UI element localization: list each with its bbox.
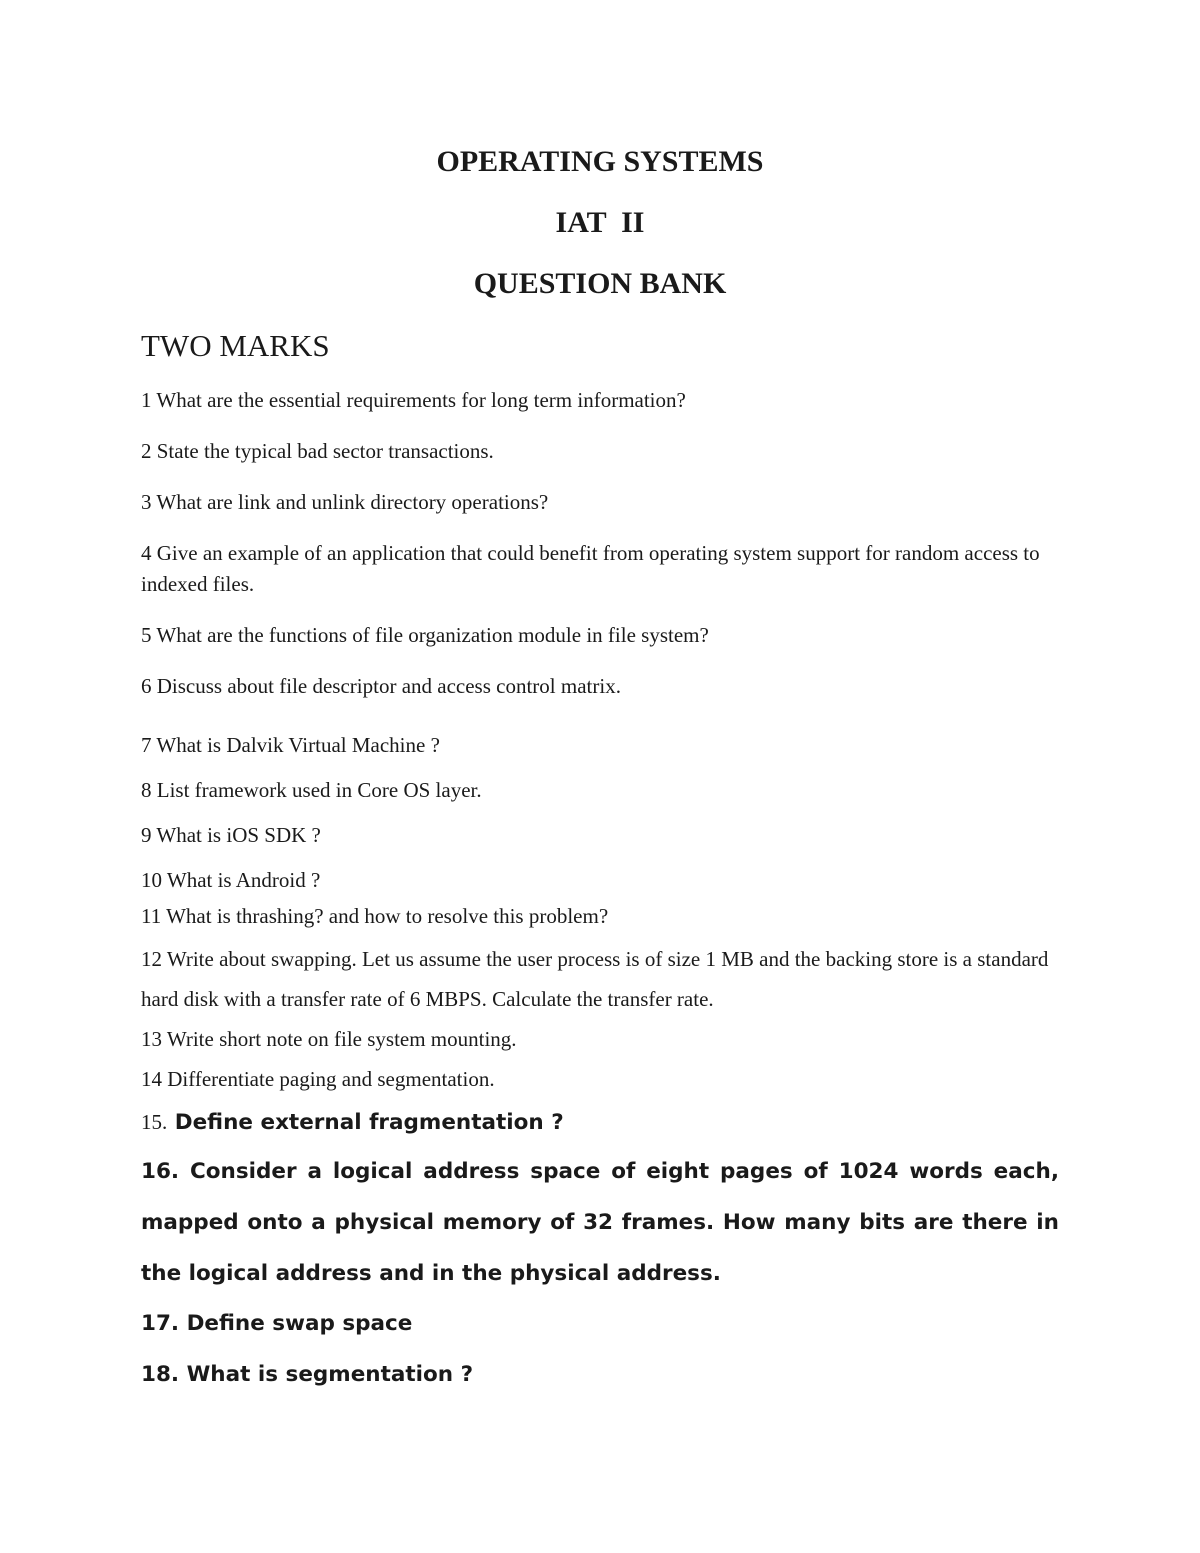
- question-item: 6 Discuss about file descriptor and access control matrix.: [141, 674, 621, 698]
- section-heading: TWO MARKS: [141, 328, 330, 363]
- question-item: [141, 1097, 1059, 1148]
- question-item: 12 Write about swapping. Let us assume the user process is of size 1 MB and the backing store is a standard hard disk with a transfer rate of 6 MBPS. Calculate the transfer rate.: [141, 947, 1049, 1011]
- page-title: OPERATING SYSTEMS: [436, 145, 764, 178]
- question-item: 17. Define swap space: [141, 1311, 413, 1336]
- question-item: 10 What is Android ?: [141, 868, 321, 892]
- document-type-heading: QUESTION BANK: [473, 267, 727, 300]
- question-item: 2 State the typical bad sector transactions.: [141, 439, 494, 463]
- page-subtitle: IAT II: [555, 206, 645, 239]
- question-item: 7 What is Dalvik Virtual Machine ?: [141, 733, 440, 757]
- question-item: 3 What are link and unlink directory operations?: [141, 490, 549, 514]
- question-item: 18. What is segmentation ?: [141, 1362, 474, 1387]
- question-item: 11 What is thrashing? and how to resolve this problem?: [141, 904, 609, 928]
- question-text: Define external fragmentation ?: [174, 1110, 564, 1135]
- question-item: 14 Differentiate paging and segmentation.: [141, 1067, 495, 1091]
- question-item: 8 List framework used in Core OS layer.: [141, 778, 482, 802]
- question-item: 13 Write short note on file system mounting.: [141, 1027, 517, 1051]
- question-item: 4 Give an example of an application that could benefit from operating system support for random access to indexed files.: [141, 541, 1040, 596]
- question-item: 5 What are the functions of file organization module in file system?: [141, 623, 709, 647]
- question-number: 15.: [141, 1110, 168, 1134]
- question-item: 1 What are the essential requirements for long term information?: [141, 388, 686, 412]
- question-item: 9 What is iOS SDK ?: [141, 823, 321, 847]
- question-item: 16. Consider a logical address space of eight pages of 1024 words each, mapped onto a physical memory of 32 frames. How many bits are there in the logical address and in the physical address.: [141, 1159, 1059, 1286]
